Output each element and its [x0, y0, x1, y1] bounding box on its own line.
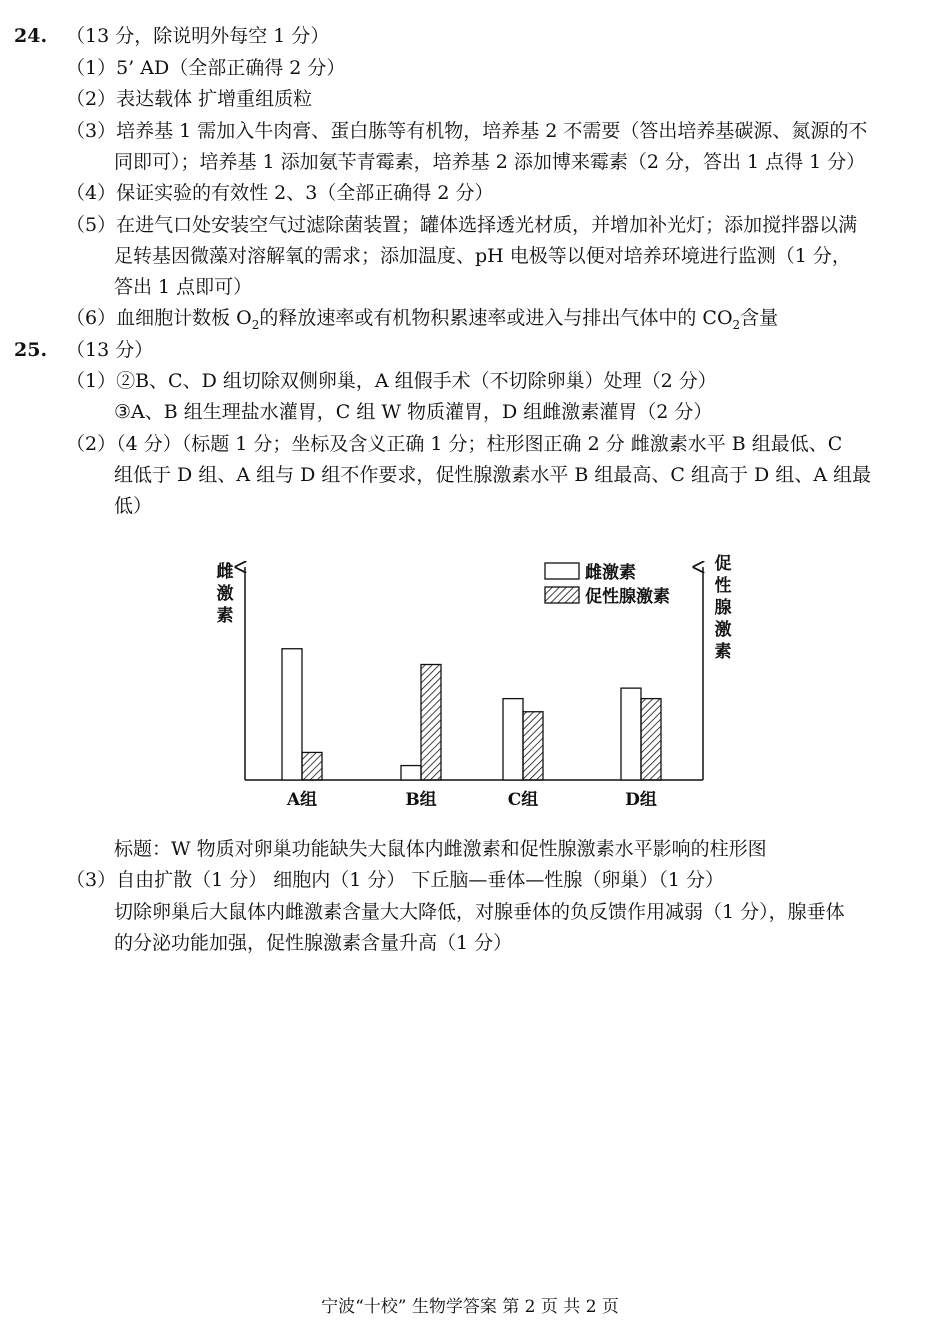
ylabel-left-char: 激 — [216, 584, 234, 604]
q25-part3-line3: 的分泌功能加强，促性腺激素含量升高（1 分） — [114, 932, 513, 954]
bar-gonadotropin — [421, 665, 441, 781]
legend-label-gonadotropin: 促性腺激素 — [585, 587, 670, 607]
q25-part1-line2: ③A、B 组生理盐水灌胃，C 组 W 物质灌胃，D 组雌激素灌胃（2 分） — [114, 401, 713, 423]
q25-head: （13 分） — [66, 339, 154, 361]
q24-part4: （4）保证实验的有效性 2、3（全部正确得 2 分） — [66, 182, 494, 204]
q24-part6-post: 含量 — [740, 307, 779, 329]
q24-part6-mid: 的释放速率或有机物积累速率或进入与排出气体中的 CO — [259, 307, 733, 329]
q24-part6-pre: （6）血细胞计数板 O — [66, 307, 252, 329]
bar-estrogen — [621, 688, 641, 780]
o2-subscript: 2 — [251, 317, 260, 332]
q25-part3-line2: 切除卵巢后大鼠体内雌激素含量大大降低，对腺垂体的负反馈作用减弱（1 分），腺垂体 — [114, 901, 845, 923]
legend-label-estrogen: 雌激素 — [585, 563, 636, 583]
q24-part1: （1）5’ AD（全部正确得 2 分） — [66, 57, 346, 79]
page-footer: 宁波“十校” 生物学答案 第 2 页 共 2 页 — [321, 1297, 619, 1317]
q24-number: 24. — [14, 25, 48, 47]
q24-head: （13 分，除说明外每空 1 分） — [66, 25, 330, 47]
bar-gonadotropin — [641, 699, 661, 780]
co2-subscript: 2 — [732, 317, 741, 332]
q25-part2-line3: 低） — [114, 495, 153, 517]
bar-chart — [205, 545, 732, 815]
q25-part2-line1: （2）（4 分）（标题 1 分；坐标及含义正确 1 分；柱形图正确 2 分 雌激素水平 B 组最低、C — [66, 433, 843, 455]
ylabel-right-char: 腺 — [714, 598, 732, 618]
bar-estrogen — [282, 649, 302, 780]
ylabel-right-char: 促 — [714, 554, 732, 574]
q24-part6 — [66, 306, 778, 337]
ylabel-right-char: 素 — [714, 642, 732, 662]
x-tick-label: A组 — [286, 790, 318, 810]
q24-part2: （2）表达载体 扩增重组质粒 — [66, 88, 313, 110]
ylabel-left-char: 素 — [216, 606, 234, 626]
chart-title: 标题：W 物质对卵巢功能缺失大鼠体内雌激素和促性腺激素水平影响的柱形图 — [114, 838, 767, 860]
x-tick-label: C组 — [507, 790, 539, 810]
ylabel-right-char: 性 — [714, 576, 732, 596]
bar-estrogen — [401, 766, 421, 780]
bar-estrogen — [503, 699, 523, 780]
legend-swatch-estrogen — [545, 563, 579, 579]
legend-swatch-gonadotropin — [545, 587, 579, 603]
bar-gonadotropin — [523, 712, 543, 780]
ylabel-right-char: 激 — [714, 620, 732, 640]
q25-number: 25. — [14, 339, 48, 361]
q25-part1-line1: （1）②B、C、D 组切除双侧卵巢，A 组假手术（不切除卵巢）处理（2 分） — [66, 370, 717, 392]
x-tick-label: D组 — [625, 790, 657, 810]
q24-part3-line2: 同即可）；培养基 1 添加氨苄青霉素，培养基 2 添加博来霉素（2 分，答出 1 点得 1 分） — [114, 151, 866, 173]
q24-part5-line1: （5）在进气口处安装空气过滤除菌装置；罐体选择透光材质，并增加补光灯；添加搅拌器以满 — [66, 214, 858, 236]
bar-gonadotropin — [302, 752, 322, 780]
q25-part3-line1: （3）自由扩散（1 分） 细胞内（1 分） 下丘脑—垂体—性腺（卵巢）（1 分） — [66, 869, 725, 891]
x-tick-label: B组 — [405, 790, 437, 810]
q24-part3-line1: （3）培养基 1 需加入牛肉膏、蛋白胨等有机物，培养基 2 不需要（答出培养基碳源、氮源的不 — [66, 120, 868, 142]
q24-part5-line3: 答出 1 点即可） — [114, 276, 253, 298]
q24-part5-line2: 足转基因微藻对溶解氧的需求；添加温度、pH 电极等以便对培养环境进行监测（1 分， — [114, 245, 851, 267]
ylabel-left-char: 雌 — [216, 562, 234, 582]
q25-part2-line2: 组低于 D 组、A 组与 D 组不作要求，促性腺激素水平 B 组最高、C 组高于 D 组、A 组最 — [114, 464, 872, 486]
